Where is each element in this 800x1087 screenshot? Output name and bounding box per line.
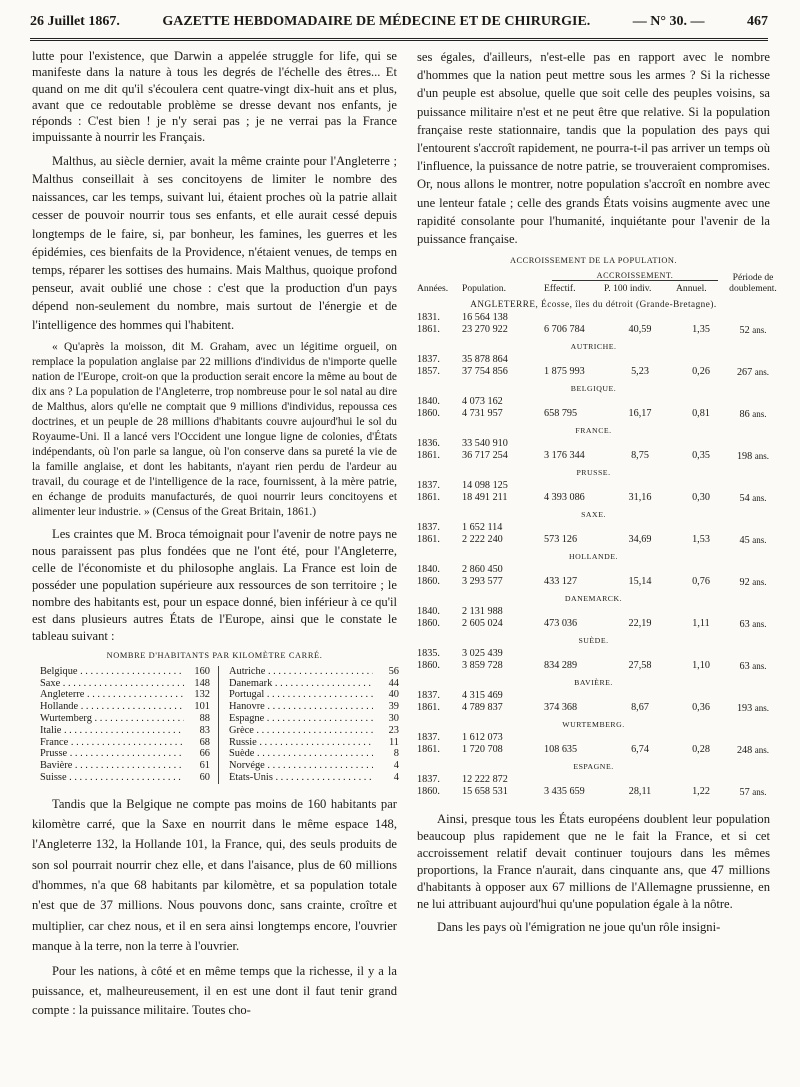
cell-year: 1840. [417, 396, 440, 408]
cell-year: 1860. [417, 786, 440, 798]
table-row [417, 366, 770, 379]
density-value: 101 [194, 701, 210, 713]
cell-annuel: 0,35 [692, 450, 710, 462]
issue-date: 26 Juillet 1867. [30, 14, 120, 29]
growth-table-caption: ACCROISSEMENT DE LA POPULATION. [509, 256, 678, 266]
periode-value: 198 [736, 451, 755, 463]
table-row [417, 522, 770, 534]
periode-value: 54 [739, 493, 753, 505]
cell-periode [726, 774, 780, 786]
table-row [417, 744, 770, 757]
table-row [417, 480, 770, 492]
country-name: Belgique . . . [40, 666, 184, 678]
country-heading: DANEMARCK. [564, 594, 623, 604]
density-row [40, 689, 210, 701]
cell-population: 4 315 469 [462, 690, 503, 702]
cell-year: 1861. [417, 324, 440, 336]
cell-year: 1861. [417, 492, 440, 504]
periode-unit: ans. [752, 325, 767, 336]
cell-effectif: 1 875 993 [544, 366, 585, 378]
cell-annuel [676, 354, 726, 366]
header-annuel: Annuel. [676, 283, 707, 295]
paragraph: Malthus, au siècle dernier, avait la même crainte pour l'Angleterre ; Malthus conseillait à ses concitoyens de limiter le nombre des naissances, car les temps, suivant lui, étaient proches où la patrie allait cesser de pouvoir nourrir tous ses enfants, et elle aurait cessé depuis longtemps de le faire, si, par bonheur, les famines, les guerres et les épidémies, ces bienfaits de la Providence, n'étaient venues, de temps en temps, réparer les sottises des humains. Mais Malthus, quoique profond penseur, avait oublié une chose : c'est que la production d'un pays dépend non-seulement du nombre, mais surtout de l'énergie et de l'intelligence des hommes qui l'habitent. [32, 153, 397, 332]
cell-population: 16 564 138 [462, 312, 508, 324]
country-heading: BAVIÈRE. [574, 678, 613, 688]
country-name: Prusse . . . [40, 748, 184, 760]
table-row [417, 354, 770, 366]
cell-effectif: 3 176 344 [544, 450, 585, 462]
table-row [417, 450, 770, 463]
density-row [40, 760, 210, 772]
paragraph: Pour les nations, à côté et en même temps que la richesse, il y a la puissance, et, malheureusement, il en est une dont il faut tenir grand compte : la puissance militaire. Toutes cho- [32, 964, 397, 1017]
cell-effectif [544, 480, 604, 492]
table-row [417, 324, 770, 337]
cell-p100: 16,17 [628, 408, 652, 420]
country-name: Portugal . . . [229, 689, 373, 701]
periode-value: 63 [739, 619, 753, 631]
cell-annuel [676, 396, 726, 408]
density-row [40, 701, 210, 713]
cell-effectif: 573 126 [544, 534, 578, 546]
cell-year: 1861. [417, 702, 440, 714]
header-effectif: Effectif. [544, 283, 576, 295]
table-row [417, 702, 770, 715]
table-row [417, 564, 770, 576]
paragraph: lutte pour l'existence, que Darwin a appelée struggle for life, qui se manifeste dans la nature à tous les degrés de l'échelle des êtres... Et quand on me dit qu'il s'écoulera cent quatre-vingt dix-huit ans et plus, avant que ce redoutable problème se dresse devant nos enfants, je réponds : C'est bien ! je n'y serai pas ; je ne verrai pas la France impuissante à nourrir les Français. [32, 49, 397, 145]
cell-p100 [604, 522, 676, 534]
periode-value: 45 [739, 535, 753, 547]
density-row [229, 725, 399, 737]
table-row [417, 312, 770, 324]
cell-annuel [676, 690, 726, 702]
country-name: Wurtemberg . . . [40, 713, 184, 725]
periode-unit: ans. [752, 661, 767, 672]
cell-year: 1836. [417, 438, 440, 450]
country-name: Hollande . . . [40, 701, 184, 713]
cell-year: 1837. [417, 522, 440, 534]
table-row [417, 618, 770, 631]
cell-year: 1857. [417, 366, 440, 378]
cell-periode [726, 534, 780, 547]
cell-annuel [676, 564, 726, 576]
country-name: France . . . [40, 737, 184, 749]
density-row [229, 713, 399, 725]
country-name: Danemark . . . [229, 678, 373, 690]
country-heading: AUTRICHE. [570, 342, 617, 352]
density-row [229, 760, 399, 772]
cell-p100: 22,19 [628, 618, 652, 630]
paragraph: Les craintes que M. Broca témoignait pour l'avenir de notre pays ne nous paraissent pas plus fondées que ne l'ont été, pour l'Angleterre, celle de l'économiste et du philosophe anglais. La France est loin de posséder une population supérieure aux ressources de son territoire ; le nombre des habitants est, pour un espace donné, bien inférieur à ce qu'il est dans plusieurs autres États de l'Europe, ainsi que le constate le tableau suivant : [32, 526, 397, 643]
cell-p100: 6,74 [631, 744, 649, 756]
paragraph: Tandis que la Belgique ne compte pas moins de 160 habitants par kilomètre carré, que la Saxe en nourrit dans le même espace 148, l'Angleterre 132, la Hollande 101, la France, qui, des seuls produits de son sol pourrait nourrir chez elle, et dans l'aisance, plus de 60 millions d'hommes, n'a que 68 habitants par kilomètre, et sa population totale n'est que de 37 millions. Nous pouvons donc, sans crainte, croître et multiplier, car chez nous, et il en sera ainsi longtemps encore, l'ouvrier manque à la terre, non la terre à l'ouvrier. [32, 796, 397, 953]
density-value: 4 [393, 771, 399, 783]
cell-periode [726, 366, 780, 379]
cell-periode [726, 450, 780, 463]
cell-annuel: 1,10 [692, 660, 710, 672]
cell-effectif [544, 690, 604, 702]
cell-effectif [544, 606, 604, 618]
density-value: 61 [199, 760, 210, 772]
cell-p100: 5,23 [631, 366, 649, 378]
country-heading: FRANCE. [575, 426, 612, 436]
cell-p100 [604, 396, 676, 408]
cell-annuel: 1,53 [692, 534, 710, 546]
country-heading: ANGLETERRE, Écosse, îles du détroit (Grande-Bretagne). [470, 299, 717, 310]
page-header [30, 14, 768, 40]
country-name: Suède . . . [229, 748, 373, 760]
cell-effectif: 108 635 [544, 744, 578, 756]
cell-annuel [676, 438, 726, 450]
cell-year: 1837. [417, 690, 440, 702]
density-row [40, 678, 210, 690]
cell-population: 4 731 957 [462, 408, 503, 420]
country-name: Bavière . . . [40, 760, 184, 772]
density-value: 132 [194, 689, 210, 701]
cell-annuel [676, 480, 726, 492]
table-row [417, 438, 770, 450]
paragraph: Ainsi, presque tous les États européens doublent leur population beaucoup plus rapidement que ne le fait la France, et si cet accroissement relatif devait continuer toujours dans les mêmes proportions, la France n'aurait, dans cinquante ans, que 47 millions d'habitants à opposer aux 67 millions de l'Allemagne prussienne, en ne lui attribuant aujourd'hui qu'une population égale à la nôtre. [417, 812, 770, 912]
cell-effectif [544, 522, 604, 534]
header-p100: P. 100 indiv. [604, 283, 652, 295]
density-row [40, 772, 210, 784]
cell-effectif [544, 564, 604, 576]
cell-effectif: 4 393 086 [544, 492, 585, 504]
cell-periode [726, 690, 780, 702]
paragraph: ses égales, d'ailleurs, n'est-elle pas en rapport avec le nombre d'hommes que la nation peut mettre sous les armes ? Si la richesse d'un peuple est absolue, quelle que soit celle des peuples voisins, sa puissance militaire n'est et ne peut être que relative. Si la population française reste stationnaire, tandis que la population des pays qui l'entourent s'accroît rapidement, ne pourra-t-il pas arriver un temps où l'influence, la puissance de notre patrie, se trouveraient compromises. Or, nous allons le montrer, notre population s'accroît en nombre avec une lenteur fatale ; celle des grands États voisins augmente avec une rapidité consolante pour l'humanité, inquiétante pour l'avenir de la puissance française. [417, 50, 770, 247]
cell-effectif: 658 795 [544, 408, 578, 420]
cell-year: 1860. [417, 408, 440, 420]
cell-p100 [604, 480, 676, 492]
density-value: 30 [388, 713, 399, 724]
density-row [40, 666, 210, 678]
cell-population: 15 658 531 [462, 786, 508, 798]
cell-population: 3 025 439 [462, 648, 503, 660]
country-heading: WURTEMBERG. [562, 720, 625, 730]
cell-annuel [676, 774, 726, 786]
left-column [32, 48, 397, 1026]
cell-year: 1840. [417, 564, 440, 576]
cell-effectif: 6 706 784 [544, 324, 585, 336]
cell-p100: 40,59 [628, 324, 652, 336]
cell-p100: 31,16 [628, 492, 652, 504]
cell-population: 2 222 240 [462, 534, 503, 546]
cell-year: 1860. [417, 576, 440, 588]
density-value: 60 [199, 771, 210, 783]
right-column [417, 48, 777, 942]
cell-effectif: 374 368 [544, 702, 578, 714]
cell-population: 18 491 211 [462, 492, 508, 504]
cell-annuel: 1,11 [692, 618, 710, 630]
table-row [417, 492, 770, 505]
density-table-caption: NOMBRE D'HABITANTS PAR KILOMÈTRE CARRÉ. [106, 650, 323, 660]
density-value: 44 [388, 677, 399, 689]
periode-unit: ans. [754, 451, 770, 462]
cell-p100: 8,75 [631, 450, 649, 462]
cell-effectif [544, 354, 604, 366]
table-row [417, 660, 770, 673]
cell-annuel [676, 312, 726, 324]
cell-population: 2 605 024 [462, 618, 503, 630]
cell-periode [726, 480, 780, 492]
cell-year: 1837. [417, 354, 440, 366]
cell-population: 12 222 872 [462, 774, 508, 786]
cell-year: 1831. [417, 312, 440, 324]
country-name: Espagne . . . [229, 713, 373, 725]
cell-periode [726, 522, 780, 534]
cell-annuel: 0,81 [692, 408, 710, 420]
cell-population: 3 859 728 [462, 660, 503, 672]
periode-value: 193 [736, 703, 755, 715]
cell-p100: 28,11 [628, 786, 652, 798]
cell-population: 3 293 577 [462, 576, 503, 588]
country-heading: SUÈDE. [578, 636, 609, 646]
table-row [417, 786, 770, 799]
cell-periode [726, 786, 780, 799]
cell-effectif: 433 127 [544, 576, 578, 588]
periode-value: 248 [736, 745, 755, 757]
cell-periode [726, 744, 780, 757]
cell-annuel: 0,26 [692, 366, 710, 378]
country-name: Autriche . . . [229, 666, 373, 678]
periode-unit: ans. [752, 409, 767, 420]
cell-p100 [604, 732, 676, 744]
cell-annuel [676, 522, 726, 534]
journal-title: GAZETTE HEBDOMADAIRE DE MÉDECINE ET DE CHIRURGIE. [162, 14, 591, 29]
cell-effectif: 473 036 [544, 618, 578, 630]
cell-population: 2 860 450 [462, 564, 503, 576]
density-value: 11 [388, 736, 399, 748]
cell-population: 23 270 922 [462, 324, 508, 336]
cell-periode [726, 324, 780, 337]
country-name: États-Unis . . . [229, 772, 373, 784]
country-name: Angleterre . . . [40, 689, 184, 701]
cell-p100: 27,58 [628, 660, 652, 672]
density-row [229, 678, 399, 690]
density-row [229, 701, 399, 713]
periode-unit: ans. [752, 535, 767, 546]
table-row [417, 648, 770, 660]
header-accroissement: ACCROISSEMENT. [552, 271, 718, 281]
cell-effectif: 834 289 [544, 660, 578, 672]
cell-p100: 8,67 [631, 702, 649, 714]
density-row [40, 725, 210, 737]
cell-population: 33 540 910 [462, 438, 508, 450]
cell-periode [726, 660, 780, 673]
density-value: 83 [199, 724, 210, 736]
country-heading: HOLLANDE. [569, 552, 618, 562]
cell-effectif: 3 435 659 [544, 786, 585, 798]
country-name: Grèce . . . [229, 725, 373, 737]
cell-population: 1 720 708 [462, 744, 503, 756]
cell-periode [726, 732, 780, 744]
country-name: Norvége . . . [229, 760, 373, 772]
periode-value: 267 [736, 367, 755, 379]
density-value: 23 [388, 724, 399, 736]
cell-population: 4 789 837 [462, 702, 503, 714]
cell-periode [726, 438, 780, 450]
cell-periode [726, 606, 780, 618]
cell-year: 1837. [417, 774, 440, 786]
table-row [417, 690, 770, 702]
density-row [229, 737, 399, 749]
cell-periode [726, 618, 780, 631]
quotation-paragraph: « Qu'après la moisson, dit M. Graham, avec un légitime orgueil, on remplace la population anglaise par 22 millions d'individus de n'importe quelle nation de l'Europe, croit-on que la production serait encore la même au bout de dix ans ? La population de l'Angleterre, trop nombreuse pour le sol natal au dire de Malthus, alors qu'elle ne comptait que 9 millions d'individus, repoussa ces doctrines, et un peuple de 28 millions d'habitants couvre aujourd'hui le sol du Royaume-Uni. Il a lancé vers l'Occident une longue ligne de colonies, d'États indépendants, où l'on parle sa langue, où l'on conserve dans sa pureté la vie de la famille anglaise, et dont les habitants, n'ayant rien perdu de l'ardeur au travail, du courage et de l'intelligence de la race, fournissent, à la mère patrie, en échange de produits manufacturés, de quoi nourrir leurs concitoyens et alimenter leur industrie. » (Census of the Great Britain, 1861.) [32, 340, 397, 518]
density-value: 8 [393, 748, 399, 760]
density-value: 56 [388, 665, 399, 677]
cell-year: 1860. [417, 618, 440, 630]
density-value: 148 [194, 677, 210, 689]
cell-p100 [604, 564, 676, 576]
density-value: 68 [199, 736, 210, 748]
cell-p100: 15,14 [628, 576, 652, 588]
cell-year: 1861. [417, 534, 440, 546]
cell-year: 1861. [417, 450, 440, 462]
periode-value: 92 [739, 577, 753, 589]
country-name: Hanovre . . . [229, 701, 373, 713]
density-value: 66 [199, 748, 210, 760]
cell-p100 [604, 690, 676, 702]
density-table [40, 665, 399, 784]
density-value: 4 [393, 760, 399, 772]
density-row [229, 666, 399, 678]
table-row [417, 576, 770, 589]
header-periode: Période de doublement. [729, 272, 777, 295]
cell-p100 [604, 312, 676, 324]
cell-periode [726, 396, 780, 408]
cell-year: 1835. [417, 648, 440, 660]
cell-population: 36 717 254 [462, 450, 508, 462]
country-heading: BELGIQUE. [570, 384, 617, 394]
country-name: Italie . . . [40, 725, 184, 737]
periode-value: 52 [739, 325, 753, 337]
cell-p100 [604, 606, 676, 618]
density-row [229, 748, 399, 760]
cell-periode [726, 564, 780, 576]
growth-table-body [417, 299, 770, 799]
table-row [417, 774, 770, 786]
table-row [417, 732, 770, 744]
cell-population: 14 098 125 [462, 480, 508, 492]
cell-year: 1840. [417, 606, 440, 618]
density-value: 160 [194, 665, 210, 677]
paragraph: Dans les pays où l'émigration ne joue qu'un rôle insigni- [437, 920, 721, 935]
cell-periode [726, 408, 780, 421]
cell-population: 37 754 856 [462, 366, 508, 378]
density-row [229, 772, 399, 784]
periode-unit: ans. [752, 577, 767, 588]
table-row [417, 606, 770, 618]
density-value: 88 [199, 713, 210, 724]
cell-effectif [544, 438, 604, 450]
country-heading: ESPAGNE. [573, 762, 614, 772]
cell-population: 4 073 162 [462, 396, 503, 408]
cell-p100 [604, 354, 676, 366]
country-name: Suisse . . . [40, 772, 184, 784]
density-row [40, 748, 210, 760]
cell-p100 [604, 438, 676, 450]
density-row [229, 689, 399, 701]
density-value: 39 [388, 701, 399, 713]
table-row [417, 534, 770, 547]
cell-population: 2 131 988 [462, 606, 503, 618]
page-number: 467 [747, 14, 768, 29]
density-row [40, 737, 210, 749]
cell-annuel [676, 648, 726, 660]
cell-annuel [676, 606, 726, 618]
cell-population: 35 878 864 [462, 354, 508, 366]
periode-unit: ans. [754, 703, 770, 714]
cell-annuel: 0,76 [692, 576, 710, 588]
density-row [40, 713, 210, 725]
density-column-right [218, 666, 407, 784]
header-rule [30, 38, 768, 41]
cell-year: 1861. [417, 744, 440, 756]
country-name: Saxe . . . [40, 678, 184, 690]
cell-effectif [544, 774, 604, 786]
growth-table [417, 256, 777, 799]
cell-p100 [604, 774, 676, 786]
growth-table-header [417, 271, 777, 295]
cell-year: 1837. [417, 732, 440, 744]
periode-unit: ans. [752, 493, 767, 504]
cell-periode [726, 354, 780, 366]
cell-effectif [544, 732, 604, 744]
cell-effectif [544, 648, 604, 660]
cell-periode [726, 492, 780, 505]
cell-annuel: 1,22 [692, 786, 710, 798]
cell-effectif [544, 312, 604, 324]
cell-annuel: 0,36 [692, 702, 710, 714]
cell-periode [726, 312, 780, 324]
country-heading: SAXE. [581, 510, 606, 520]
cell-population: 1 612 073 [462, 732, 503, 744]
periode-value: 57 [739, 787, 753, 799]
periode-unit: ans. [752, 619, 767, 630]
cell-annuel: 0,30 [692, 492, 710, 504]
periode-value: 63 [739, 661, 753, 673]
periode-unit: ans. [754, 745, 770, 756]
cell-annuel: 0,28 [692, 744, 710, 756]
periode-value: 86 [739, 409, 753, 421]
cell-population: 1 652 114 [462, 522, 503, 534]
cell-annuel: 1,35 [692, 324, 710, 336]
cell-effectif [544, 396, 604, 408]
periode-unit: ans. [754, 367, 770, 378]
table-row [417, 408, 770, 421]
density-column-left [40, 666, 218, 784]
periode-unit: ans. [752, 787, 767, 798]
table-row [417, 396, 770, 408]
cell-year: 1860. [417, 660, 440, 672]
cell-periode [726, 648, 780, 660]
cell-annuel [676, 732, 726, 744]
header-annees: Années. [417, 283, 449, 295]
cell-periode [726, 576, 780, 589]
cell-periode [726, 702, 780, 715]
country-heading: PRUSSE. [576, 468, 611, 478]
cell-year: 1837. [417, 480, 440, 492]
issue-number: — N° 30. — [632, 14, 705, 29]
cell-p100 [604, 648, 676, 660]
density-value: 40 [388, 689, 399, 701]
country-name: Russie . . . [229, 737, 373, 749]
cell-p100: 34,69 [628, 534, 652, 546]
header-population: Population. [462, 283, 506, 295]
